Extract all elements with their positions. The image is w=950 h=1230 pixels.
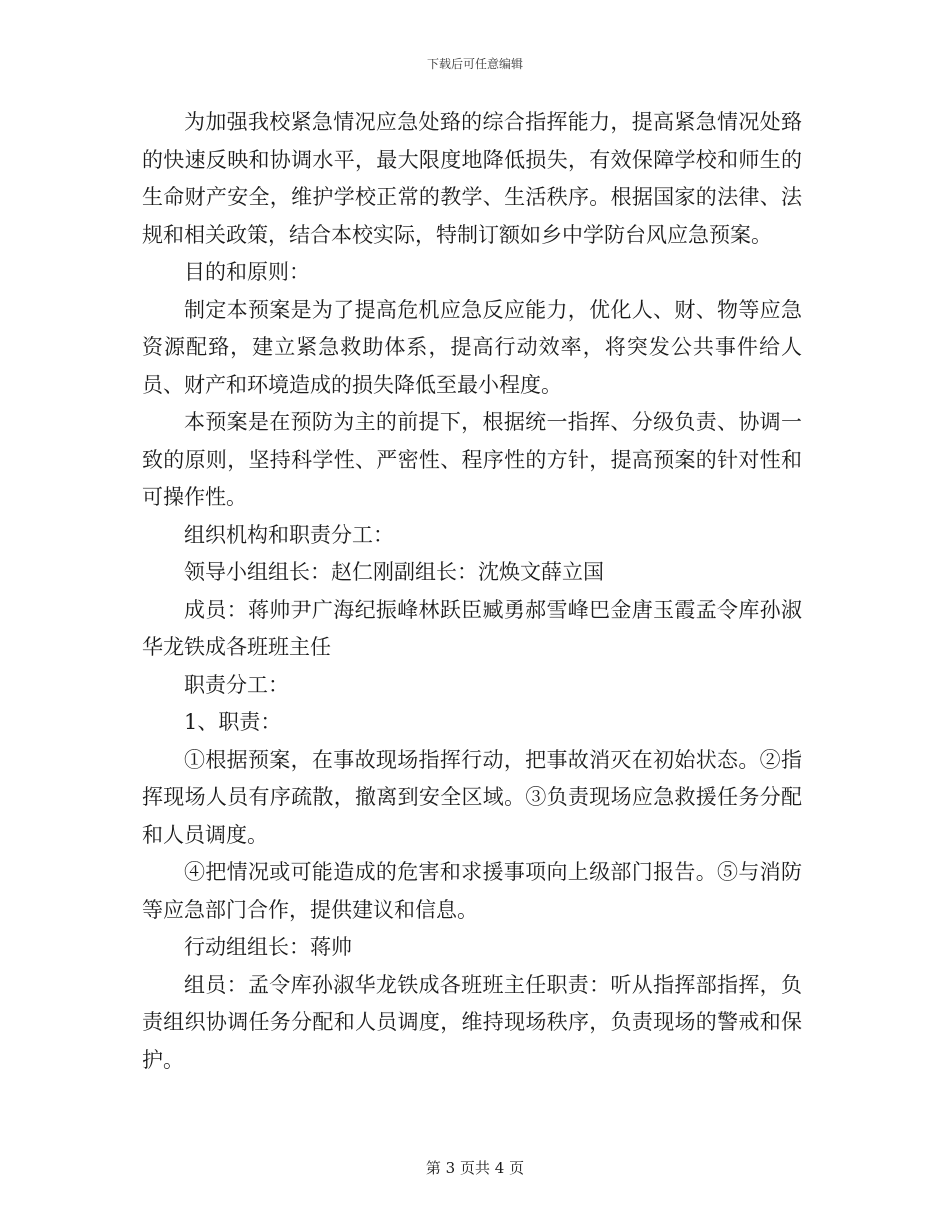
duty-item-heading: 1、职责： (184, 710, 282, 734)
intro-paragraph: 为加强我校紧急情况应急处臵的综合指挥能力，提高紧急情况处臵的快速反映和协调水平，最大限度地降低损失，有效保障学校和师生的生命财产安全，维护学校正常的教学、生活秩序。根据国家的法律、法规和相关政策，结合本校实际，特制订额如乡中学防台风应急预案。 (142, 110, 802, 247)
page-header: 下载后可任意编辑 (426, 57, 523, 71)
leadership-line: 领导小组组长：赵仁刚副组长：沈焕文薛立国 (184, 560, 604, 584)
duty-list-2: ④把情况或可能造成的危害和求援事项向上级部门报告。⑤与消防等应急部门合作，提供建议和信息。 (142, 860, 802, 922)
page-footer: 第 3 页共 4 页 (425, 1159, 525, 1177)
action-group-members: 组员：孟令库孙淑华龙铁成各班班主任职责：听从指挥部指挥，负责组织协调任务分配和人员调度，维持现场秩序，负责现场的警戒和保护。 (142, 972, 802, 1072)
purpose-paragraph: 制定本预案是为了提高危机应急反应能力，优化人、财、物等应急资源配臵，建立紧急救助体系，提高行动效率，将突发公共事件给人员、财产和环境造成的损失降低至最小程度。 (142, 297, 802, 397)
duty-list-1: ①根据预案，在事故现场指挥行动，把事故消灭在初始状态。②指挥现场人员有序疏散，撤离到安全区域。③负责现场应急救援任务分配和人员调度。 (142, 747, 802, 847)
section-heading-duties: 职责分工： (184, 672, 289, 697)
action-group-leader: 行动组组长：蒋帅 (184, 935, 352, 959)
section-heading-purpose: 目的和原则： (184, 260, 310, 284)
document-body (142, 104, 802, 1079)
section-heading-organization: 组织机构和职责分工： (184, 522, 394, 547)
members-line: 成员：蒋帅尹广海纪振峰林跃臣臧勇郝雪峰巴金唐玉霞孟令库孙淑华龙铁成各班班主任 (142, 597, 802, 659)
principle-paragraph: 本预案是在预防为主的前提下，根据统一指挥、分级负责、协调一致的原则，坚持科学性、严密性、程序性的方针，提高预案的针对性和可操作性。 (142, 410, 802, 509)
